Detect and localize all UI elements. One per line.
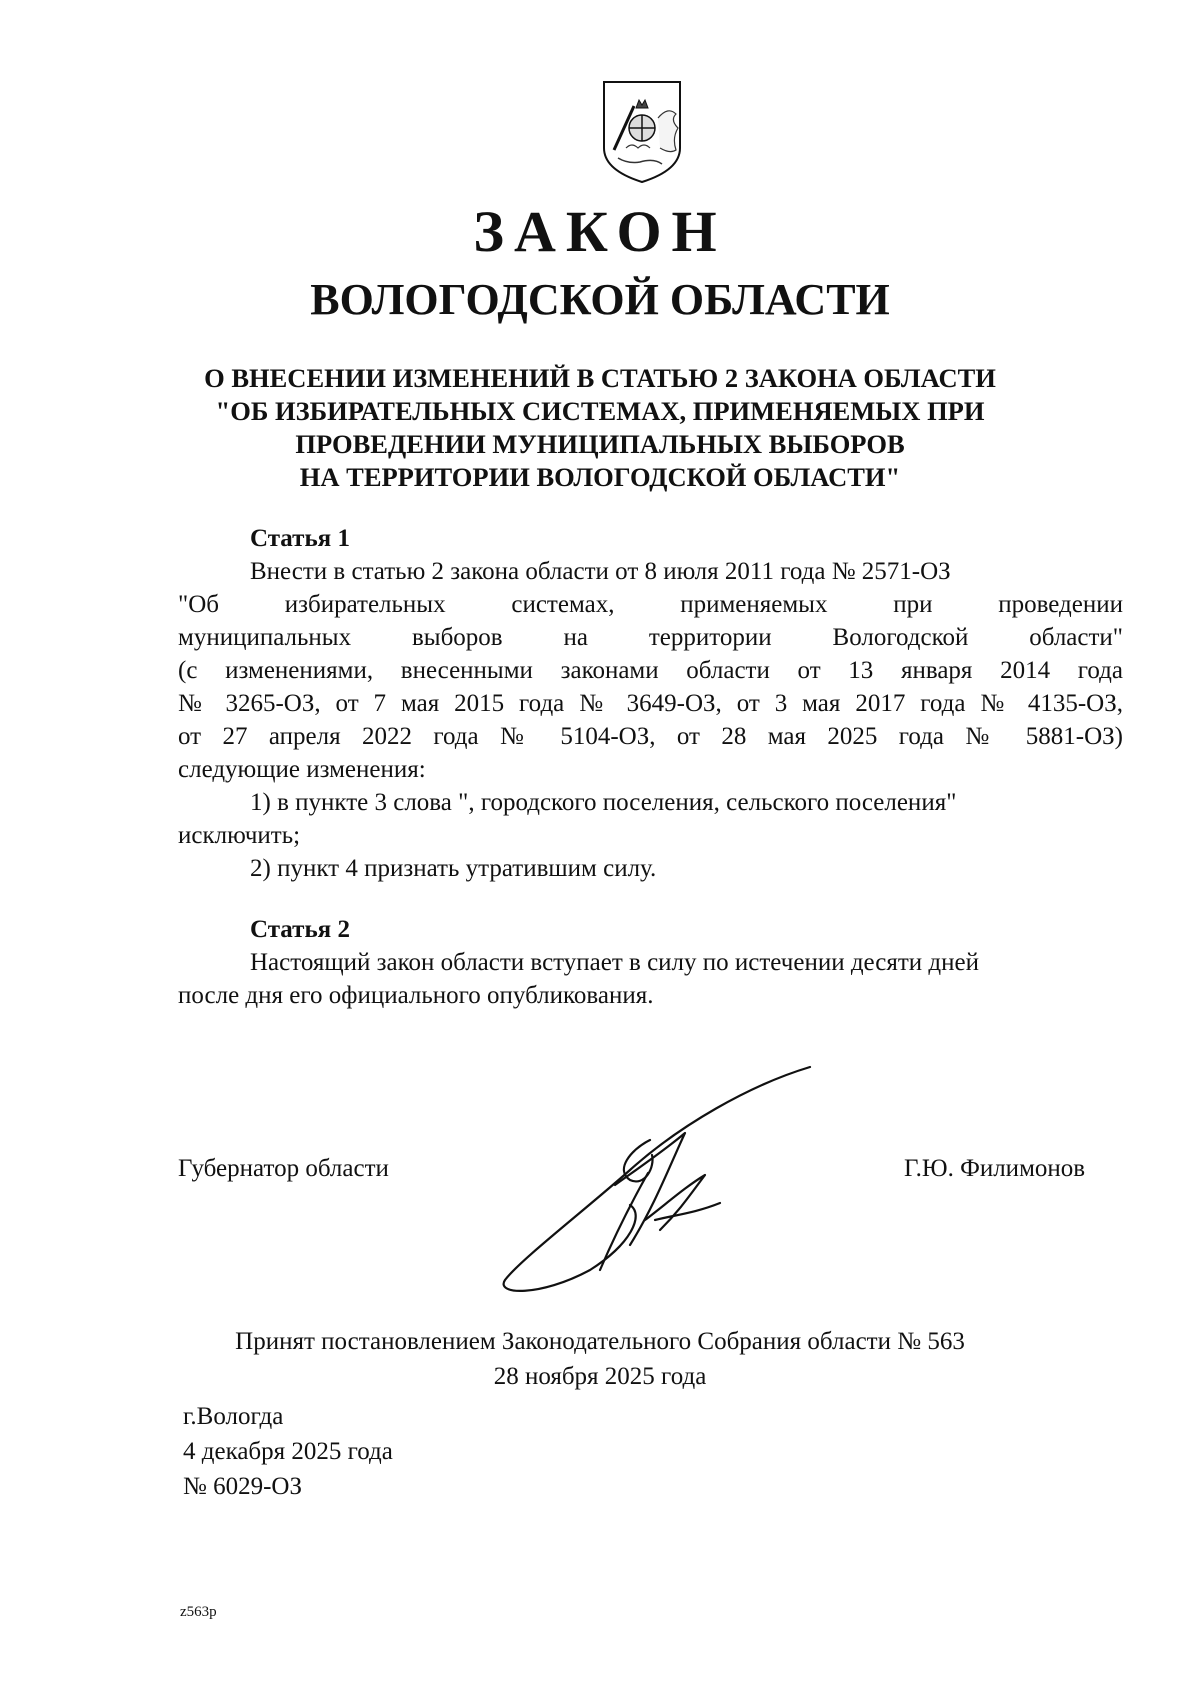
document-region: ВОЛОГОДСКОЙ ОБЛАСТИ xyxy=(310,275,890,324)
footer-city: г.Вологда xyxy=(183,1403,284,1430)
document-code: z563p xyxy=(180,1604,217,1620)
signatory-name: Г.Ю. Филимонов xyxy=(904,1155,1086,1182)
footer-date: 4 декабря 2025 года xyxy=(183,1438,393,1465)
signatory-position: Губернатор области xyxy=(178,1155,389,1182)
article-1-line: следующие изменения: xyxy=(178,756,426,783)
article-1-line: "Об избирательных системах, применяемых при проведении xyxy=(178,591,1123,618)
article-1-line: Внести в статью 2 закона области от 8 июля 2011 года № 2571-ОЗ xyxy=(250,558,951,585)
article-1-title: Статья 1 xyxy=(250,525,350,552)
adoption-line-2: 28 ноября 2025 года xyxy=(493,1363,707,1390)
law-heading xyxy=(180,362,1020,494)
article-2 xyxy=(178,913,1123,1012)
adoption-line-1: Принят постановлением Законодательного Собрания области № 563 xyxy=(235,1328,965,1355)
article-1-line: 2) пункт 4 признать утратившим силу. xyxy=(250,855,657,882)
document-title: ЗАКОН xyxy=(473,199,727,264)
article-2-line: после дня его официального опубликования. xyxy=(178,982,654,1009)
article-1-line: 1) в пункте 3 слова ", городского поселения, сельского поселения" xyxy=(250,789,957,816)
article-1-line: № 3265-ОЗ, от 7 мая 2015 года № 3649-ОЗ, от 3 мая 2017 года № 4135-ОЗ, xyxy=(178,690,1123,717)
footer-number: № 6029-ОЗ xyxy=(183,1473,303,1500)
heading-line: О ВНЕСЕНИИ ИЗМЕНЕНИЙ В СТАТЬЮ 2 ЗАКОНА ОБЛАСТИ xyxy=(204,363,996,393)
handwritten-signature xyxy=(480,1055,830,1300)
heading-line: НА ТЕРРИТОРИИ ВОЛОГОДСКОЙ ОБЛАСТИ" xyxy=(299,462,901,492)
article-2-title: Статья 2 xyxy=(250,916,350,943)
article-1-line: (с изменениями, внесенными законами области от 13 января 2014 года xyxy=(178,657,1123,684)
article-1 xyxy=(178,522,1123,885)
heading-line: "ОБ ИЗБИРАТЕЛЬНЫХ СИСТЕМАХ, ПРИМЕНЯЕМЫХ ПРИ xyxy=(215,396,985,426)
article-1-line: муниципальных выборов на территории Вологодской области" xyxy=(178,624,1123,651)
article-1-line: от 27 апреля 2022 года № 5104-ОЗ, от 28 мая 2025 года № 5881-ОЗ) xyxy=(178,723,1123,750)
heading-line: ПРОВЕДЕНИИ МУНИЦИПАЛЬНЫХ ВЫБОРОВ xyxy=(295,429,905,459)
article-2-line: Настоящий закон области вступает в силу по истечении десяти дней xyxy=(250,949,979,976)
coat-of-arms-icon xyxy=(600,78,684,186)
article-1-line: исключить; xyxy=(178,822,301,849)
